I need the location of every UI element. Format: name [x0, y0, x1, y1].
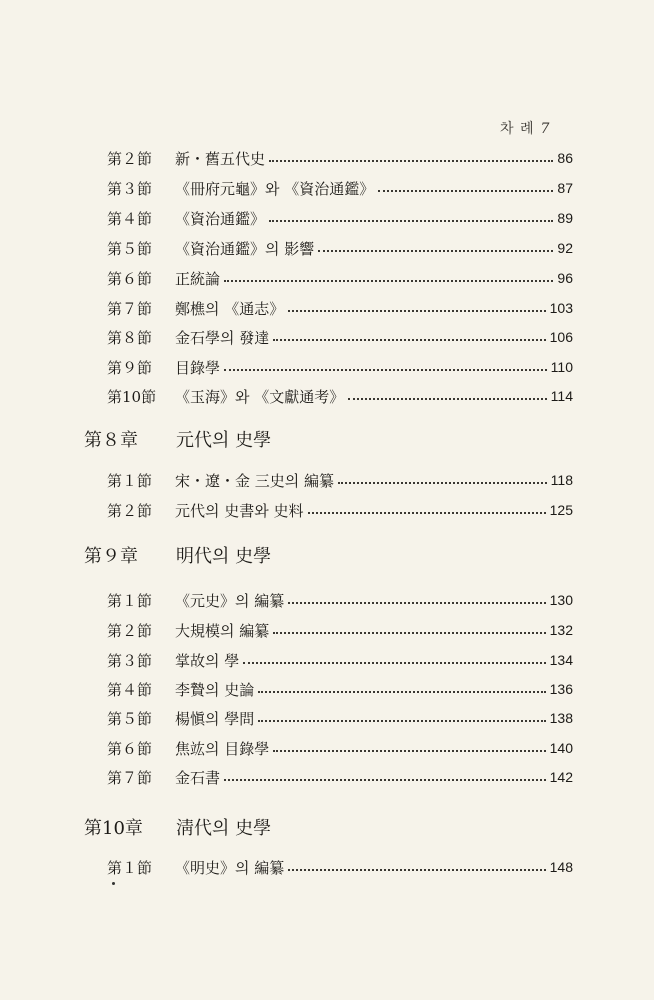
toc-entry [107, 468, 573, 492]
leader-dots [269, 158, 553, 162]
section-title: 新・舊五代史 [175, 149, 266, 168]
toc-entry [107, 146, 573, 170]
section-title: 《冊府元龜》와 《資治通鑑》 [175, 179, 375, 198]
section-number: 第６節 [107, 269, 153, 288]
leader-dots [224, 278, 553, 282]
section-number: 第４節 [107, 209, 153, 228]
section-number: 第９節 [107, 358, 153, 377]
chapter-heading [84, 541, 271, 569]
toc-entry [107, 296, 573, 320]
page-number: 110 [550, 359, 573, 375]
toc-entry [107, 266, 573, 290]
section-title: 大規模의 編纂 [175, 621, 270, 640]
section-title: 李贄의 史論 [175, 680, 255, 699]
page-number: 138 [549, 710, 573, 726]
section-number: 第６節 [107, 739, 153, 758]
toc-entry [107, 736, 573, 760]
section-title: 宋・遼・金 三史의 編纂 [175, 471, 335, 490]
toc-entry [107, 498, 573, 522]
page-number: 130 [549, 592, 573, 608]
page-number: 142 [549, 769, 573, 785]
leader-dots [348, 396, 546, 400]
section-number: 第１節 [107, 858, 153, 877]
section-title: 《資治通鑑》의 影響 [175, 239, 315, 258]
section-number: 第１節 [107, 591, 153, 610]
chapter-heading [84, 813, 271, 841]
toc-entry [107, 206, 573, 230]
page-number: 118 [550, 472, 573, 488]
leader-dots [378, 188, 553, 192]
section-title: 金石學의 發達 [175, 328, 270, 347]
page-number: 87 [557, 180, 573, 196]
section-number: 第３節 [107, 651, 153, 670]
toc-entry [107, 706, 573, 730]
chapter-title: 明代의 史學 [176, 546, 272, 567]
leader-dots [258, 718, 545, 722]
chapter-title: 元代의 史學 [176, 430, 272, 451]
section-number: 第５節 [107, 709, 153, 728]
leader-dots [243, 660, 545, 664]
leader-dots [338, 480, 547, 484]
print-speck [112, 882, 115, 885]
section-number: 第２節 [107, 501, 153, 520]
section-number: 第７節 [107, 768, 153, 787]
section-number: 第４節 [107, 680, 153, 699]
leader-dots [318, 248, 553, 252]
section-number: 第５節 [107, 239, 153, 258]
section-number: 第２節 [107, 621, 153, 640]
toc-entry [107, 384, 573, 408]
chapter-heading [84, 425, 271, 453]
section-number: 第10節 [107, 387, 157, 406]
section-title: 《元史》의 編纂 [175, 591, 285, 610]
toc-entry [107, 618, 573, 642]
section-title: 元代의 史書와 史料 [175, 501, 304, 520]
leader-dots [258, 689, 545, 693]
page-number: 96 [557, 270, 573, 286]
toc-entry [107, 325, 573, 349]
page-number: 103 [549, 300, 573, 316]
page-number: 132 [549, 622, 573, 638]
chapter-number: 第９章 [84, 546, 138, 567]
section-title: 《玉海》와 《文獻通考》 [175, 387, 345, 406]
page-number: 86 [557, 150, 573, 166]
section-title: 焦竑의 目錄學 [175, 739, 270, 758]
leader-dots [224, 367, 547, 371]
section-number: 第３節 [107, 179, 153, 198]
section-number: 第８節 [107, 328, 153, 347]
section-title: 鄭樵의 《通志》 [175, 299, 285, 318]
leader-dots [224, 777, 546, 781]
toc-entry [107, 588, 573, 612]
leader-dots [308, 510, 546, 514]
section-title: 楊愼의 學問 [175, 709, 255, 728]
toc-entry [107, 176, 573, 200]
chapter-number: 第10章 [84, 818, 143, 839]
section-title: 金石書 [175, 768, 221, 787]
chapter-title: 淸代의 史學 [176, 818, 272, 839]
section-title: 正統論 [175, 269, 221, 288]
leader-dots [288, 600, 545, 604]
chapter-number: 第８章 [84, 430, 138, 451]
page-number: 92 [557, 240, 573, 256]
section-title: 掌故의 學 [175, 651, 240, 670]
toc-entry [107, 355, 573, 379]
leader-dots [288, 867, 545, 871]
header-label: 차 례 [500, 121, 535, 137]
page-number: 106 [549, 329, 573, 345]
section-title: 《明史》의 編纂 [175, 858, 285, 877]
section-number: 第７節 [107, 299, 153, 318]
section-number: 第２節 [107, 149, 153, 168]
page-number: 136 [549, 681, 573, 697]
page-number: 125 [549, 502, 573, 518]
header-page-number: 7 [540, 121, 551, 137]
toc-entry [107, 236, 573, 260]
leader-dots [288, 308, 545, 312]
page-number: 140 [549, 740, 573, 756]
page-number: 89 [557, 210, 573, 226]
section-number: 第１節 [107, 471, 153, 490]
section-title: 目錄學 [175, 358, 221, 377]
toc-entry [107, 648, 573, 672]
leader-dots [273, 748, 545, 752]
leader-dots [273, 337, 545, 341]
toc-entry [107, 677, 573, 701]
toc-entry [107, 855, 573, 879]
leader-dots [273, 630, 545, 634]
leader-dots [269, 218, 553, 222]
toc-entry [107, 765, 573, 789]
page-number: 114 [550, 388, 573, 404]
page-number: 148 [549, 859, 573, 875]
section-title: 《資治通鑑》 [175, 209, 266, 228]
page-number: 134 [549, 652, 573, 668]
